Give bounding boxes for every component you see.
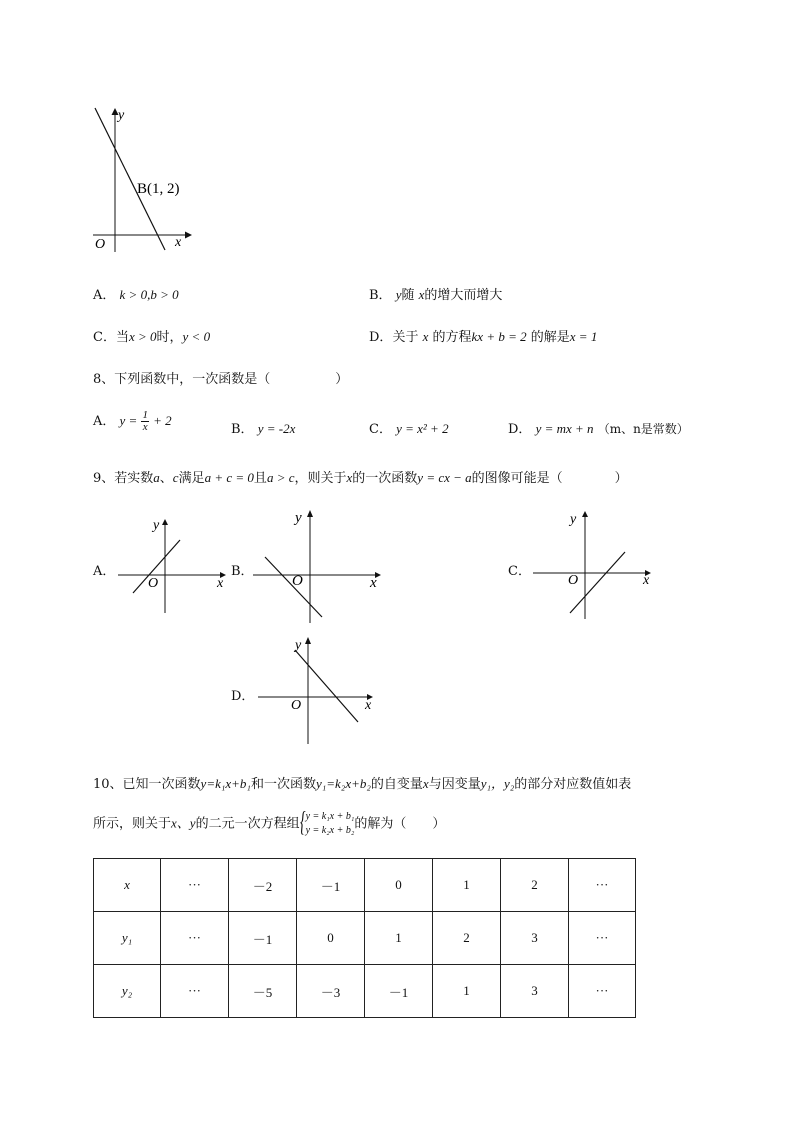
option-sol: x = 1 (569, 329, 598, 344)
q9-option-c-label[interactable]: C． (508, 564, 531, 579)
function-line (95, 108, 165, 250)
table-cell: 2 (433, 912, 501, 965)
option-text-rest: 的增大而增大 (424, 288, 503, 303)
q8-option-c[interactable] (369, 418, 449, 437)
fraction (141, 410, 149, 433)
x-axis-label: x (643, 573, 650, 588)
cond-1: a + c = 0 (204, 470, 254, 485)
option-letter: C． (93, 330, 116, 345)
function-line (570, 552, 625, 613)
point-b-label: B(1, 2) (137, 181, 180, 197)
option-note: （m、n是常数） (597, 422, 689, 436)
origin-label: O (291, 698, 302, 713)
option-letter: A． (93, 288, 116, 303)
table-cell: －2 (229, 859, 297, 912)
table-row-x (94, 859, 636, 912)
equation-2: y = k₂x + b₂ (305, 825, 355, 836)
option-text: 随 (401, 288, 415, 303)
q8-option-b[interactable] (231, 418, 295, 437)
fraction-den: x (142, 421, 148, 433)
option-pre: 当 (115, 330, 129, 345)
origin-label: O (568, 573, 579, 588)
row-head: y₁ (94, 912, 161, 965)
y-axis-label: y (153, 518, 160, 533)
origin-label: O (148, 576, 159, 591)
stem-part: 的一次函数 (352, 471, 418, 486)
table-cell: 1 (365, 912, 433, 965)
option-letter: A． (93, 414, 116, 429)
y-axis-label: y (295, 510, 302, 526)
table-cell: ··· (569, 965, 636, 1018)
table-cell: 3 (501, 965, 569, 1018)
y-axis-label: y (570, 512, 577, 527)
text-part: 和一次函数 (250, 777, 316, 792)
q8-stem: 8、下列函数中，一次函数是（ ） (93, 372, 349, 387)
table-row-y2 (94, 965, 636, 1018)
cond-2: a > c (266, 470, 295, 485)
y-axis-label: y (118, 108, 125, 123)
var-x: x (422, 776, 429, 791)
stem-part: ，则关于 (294, 471, 347, 486)
table-cell: ··· (569, 912, 636, 965)
row-head: y₂ (94, 965, 161, 1018)
var-y: y (395, 287, 402, 302)
text-part: 的解为（ ） (354, 816, 446, 832)
option-mid: 时， (156, 330, 183, 345)
q9-graph-d[interactable] (255, 632, 380, 747)
q9-option-a-label[interactable]: A． (93, 564, 116, 579)
stem-sep: 、 (159, 471, 173, 486)
function: y = cx − a (417, 470, 472, 485)
stem-part: 9、若实数 (93, 471, 154, 486)
origin-label: O (95, 237, 106, 252)
text-part: 与因变量 (428, 777, 481, 792)
x-axis-label: x (217, 576, 224, 591)
equation-system (299, 807, 355, 838)
stem-part: 的图像可能是（ ） (471, 471, 628, 486)
option-text: y = mx + n (535, 421, 594, 436)
table-cell: －3 (297, 965, 365, 1018)
q9-option-d-label[interactable]: D． (231, 689, 255, 704)
table-cell: 1 (433, 965, 501, 1018)
table-cell: 0 (297, 912, 365, 965)
table-cell: ··· (161, 965, 229, 1018)
y-axis-arrow (307, 510, 313, 517)
var-x: x (418, 287, 425, 302)
option-res: y < 0 (182, 329, 211, 344)
var-a: a (153, 470, 160, 485)
q9-graph-c[interactable] (530, 507, 660, 622)
y-axis-arrow (582, 511, 588, 517)
table-cell: ··· (161, 912, 229, 965)
stem-part: 且 (253, 471, 267, 486)
function-1: y=k₁x+b₁ (200, 776, 251, 791)
table-cell: 3 (501, 912, 569, 965)
q7-option-c[interactable] (93, 326, 210, 345)
option-text: k > 0,b > 0 (119, 287, 179, 302)
table-cell: 2 (501, 859, 569, 912)
option-letter: D． (508, 422, 532, 437)
q7-option-b[interactable] (369, 284, 502, 303)
table-cell: ··· (569, 859, 636, 912)
text-part: 的二元一次方程组 (195, 816, 300, 832)
q7-option-d[interactable] (369, 326, 597, 345)
stem-part: 满足 (178, 471, 205, 486)
table-row-y1 (94, 912, 636, 965)
x-axis-arrow (185, 232, 192, 239)
x-axis-label: x (365, 698, 372, 713)
q9-graph-b[interactable] (250, 505, 390, 625)
table-cell: －5 (229, 965, 297, 1018)
option-mid2: 的解是 (530, 330, 570, 345)
var-x: x (346, 470, 353, 485)
equation-1: y = k₁x + b₁ (305, 811, 355, 822)
values-table (93, 858, 636, 1018)
table-cell: 0 (365, 859, 433, 912)
var-c: c (172, 470, 179, 485)
option-letter: B． (369, 288, 392, 303)
row-head: x (94, 859, 161, 912)
option-letter: B． (231, 422, 254, 437)
fraction-num: 1 (142, 409, 148, 421)
vars-xy: x、y (171, 815, 196, 831)
option-lhs: y = (119, 413, 138, 428)
var-x: x (422, 329, 429, 344)
text-part: 的部分对应数值如表 (514, 777, 632, 792)
option-letter: D． (369, 330, 393, 345)
function-line (295, 650, 358, 722)
q8-option-d[interactable] (508, 418, 689, 437)
table-cell: －1 (229, 912, 297, 965)
text-part: 所示，则关于 (93, 816, 172, 832)
y-axis-arrow (162, 519, 168, 525)
table-cell: －1 (297, 859, 365, 912)
option-mid: 的方程 (432, 330, 472, 345)
brace-icon: { (299, 807, 306, 838)
origin-label: O (292, 573, 303, 589)
q10-line-1 (93, 773, 631, 792)
option-cond: x > 0 (128, 329, 157, 344)
q8-option-a[interactable] (93, 410, 172, 433)
x-axis-label: x (175, 235, 182, 250)
function-2: y₁=k₂x+b₂ (315, 776, 371, 791)
y-axis-arrow (305, 637, 311, 644)
q10-line-2 (93, 807, 446, 838)
x-axis-label: x (370, 575, 377, 591)
option-pre: 关于 (392, 330, 419, 345)
q9-graph-a[interactable] (115, 515, 230, 615)
q9-option-b-label[interactable]: B． (231, 564, 254, 579)
table-cell: 1 (433, 859, 501, 912)
q7-option-a[interactable] (93, 284, 179, 303)
q7-graph (85, 100, 200, 260)
vars-y: y₁，y₂ (480, 776, 515, 791)
y-axis-label: y (295, 638, 302, 653)
option-eq: kx + b = 2 (471, 329, 527, 344)
option-letter: C． (369, 422, 392, 437)
option-rest: + 2 (153, 413, 172, 428)
option-text: y = -2x (257, 421, 296, 436)
table-cell: ··· (161, 859, 229, 912)
text-part: 的自变量 (370, 777, 423, 792)
text-part: 10、已知一次函数 (93, 777, 201, 792)
q9-stem (93, 467, 628, 486)
table-cell: －1 (365, 965, 433, 1018)
option-text: y = x² + 2 (396, 421, 449, 436)
